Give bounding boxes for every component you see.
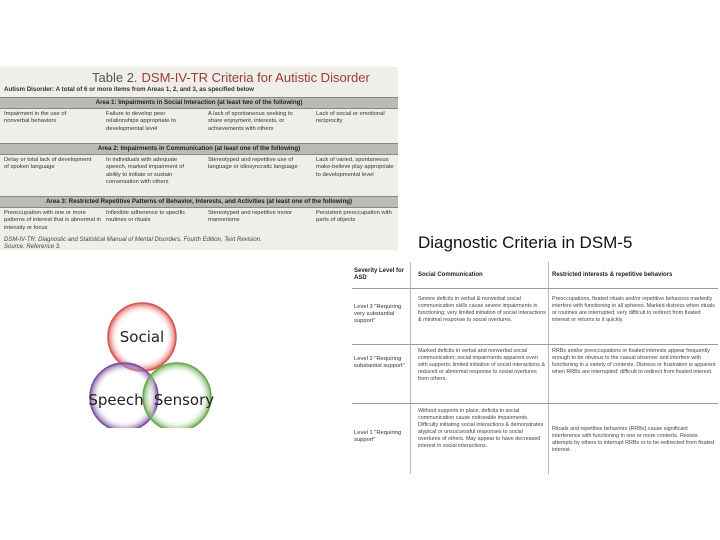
dsm-iv-table	[0, 67, 398, 250]
dsm5-table	[352, 262, 718, 474]
level-2-restricted: RRBs and/or preoccupations or fixated interests appear frequently enough to be obvious to the casual observer and interfere with functioning in a variety of contexts. Distress or frustration is apparent when RRBs are interrupted; difficult to redirect from fixated interest.	[552, 348, 716, 375]
column-divider	[548, 262, 549, 474]
dsm-iv-source: Source: Reference 3.	[4, 244, 61, 250]
header-restricted-interests: Restricted interests & repetitive behaviors	[552, 272, 673, 278]
area-1-item: Lack of social or emotional reciprocity	[316, 111, 385, 125]
header-social-communication: Social Communication	[418, 272, 483, 278]
venn-label-speech: Speech	[88, 391, 144, 409]
area-1-item: Impairment in the use of nonverbal behaviors	[4, 111, 67, 125]
area-3-item: Inflexible adherence to specific routines or rituals	[106, 210, 186, 224]
level-2-label: Level 2 "Requiring substantial support"	[354, 356, 405, 369]
dsm-iv-reference: DSM-IV-TR: Diagnostic and Statistical Manual of Mental Disorders, Fourth Edition, Text Revision.	[4, 237, 262, 243]
header-severity: Severity Level for ASD	[354, 268, 405, 281]
row-divider	[352, 344, 718, 345]
dsm5-title: Diagnostic Criteria in DSM-5	[418, 233, 633, 252]
level-3-social: Severe deficits in verbal & nonverbal social communication skills cause severe impairments in functioning; very limited initiation of social interactions & minimal response to social overtures.	[418, 296, 546, 323]
level-1-label: Level 1 "Requiring support"	[354, 430, 402, 443]
column-divider	[410, 262, 411, 474]
row-divider	[352, 403, 718, 404]
area-2-item: In individuals with adequate speech, marked impairment of ability to initiate or sustain conversation with others	[106, 157, 184, 186]
area-3-item: Persistent preoccupation with parts of objects	[316, 210, 392, 224]
level-1-social: Without supports in place, deficits in social communication cause noticeable impairments. Difficulty initiating social interactions & demonstrates atypical or unsuccessful responses to social overtures of others. May appear to have decreased interest in social interactions.	[418, 408, 544, 449]
area-2-item: Lack of varied, spontaneous make-believe play appropriate to developmental level	[316, 157, 394, 178]
area-1-header: Area 1: Impairments in Social Interaction (at least two of the following)	[0, 97, 398, 109]
venn-diagram	[86, 298, 216, 428]
row-divider	[352, 288, 718, 289]
area-1-item: A lack of spontaneous seeking to share enjoyment, interests, or achievements with others	[208, 111, 293, 132]
dsm-iv-intro: Autism Disorder: A total of 6 or more items from Areas 1, 2, and 3, as specified below	[4, 86, 254, 93]
area-2-header: Area 2: Impairments in Communication (at least one of the following)	[0, 143, 398, 155]
level-2-social: Marked deficits in verbal and nonverbal social communication; social impairments apparent even with supports; limited initiation of social interactions & reduced or abnormal response to social overtures from others.	[418, 348, 546, 382]
area-3-header: Area 3: Restricted Repetitive Patterns of Behavior, Interests, and Activities (at least one of the following)	[0, 196, 398, 208]
area-2-item: Stereotyped and repetitive use of language or idiosyncratic language	[208, 157, 298, 171]
level-1-restricted: Rituals and repetitive behaviors (RRBs) cause significant interference with functioning in one or more contexts. Resists attempts by others to interrupt RRBs or to be redirected from fixated interest.	[552, 426, 715, 453]
level-3-label: Level 3 "Requiring very substantial support"	[354, 304, 402, 324]
venn-label-social: Social	[119, 328, 165, 346]
area-3-item: Preoccupation with one or more patterns of interest that is abnormal in intensity or focus	[4, 210, 101, 231]
venn-label-sensory: Sensory	[153, 391, 215, 409]
area-1-item: Failure to develop peer relationships appropriate to developmental level	[106, 111, 176, 132]
level-3-restricted: Preoccupations, fixated rituals and/or repetitive behaviors markedly interfere with functioning in all spheres. Marked distress when rituals or routines are interrupted; very difficult to redirect from fixated interest or returns to it quickly.	[552, 296, 715, 323]
area-2-item: Delay or total lack of development of spoken language	[4, 157, 92, 171]
dsm-iv-table-title: Table 2. DSM-IV-TR Criteria for Autistic Disorder	[92, 70, 370, 85]
area-3-item: Stereotyped and repetitive motor mannerisms	[208, 210, 293, 224]
